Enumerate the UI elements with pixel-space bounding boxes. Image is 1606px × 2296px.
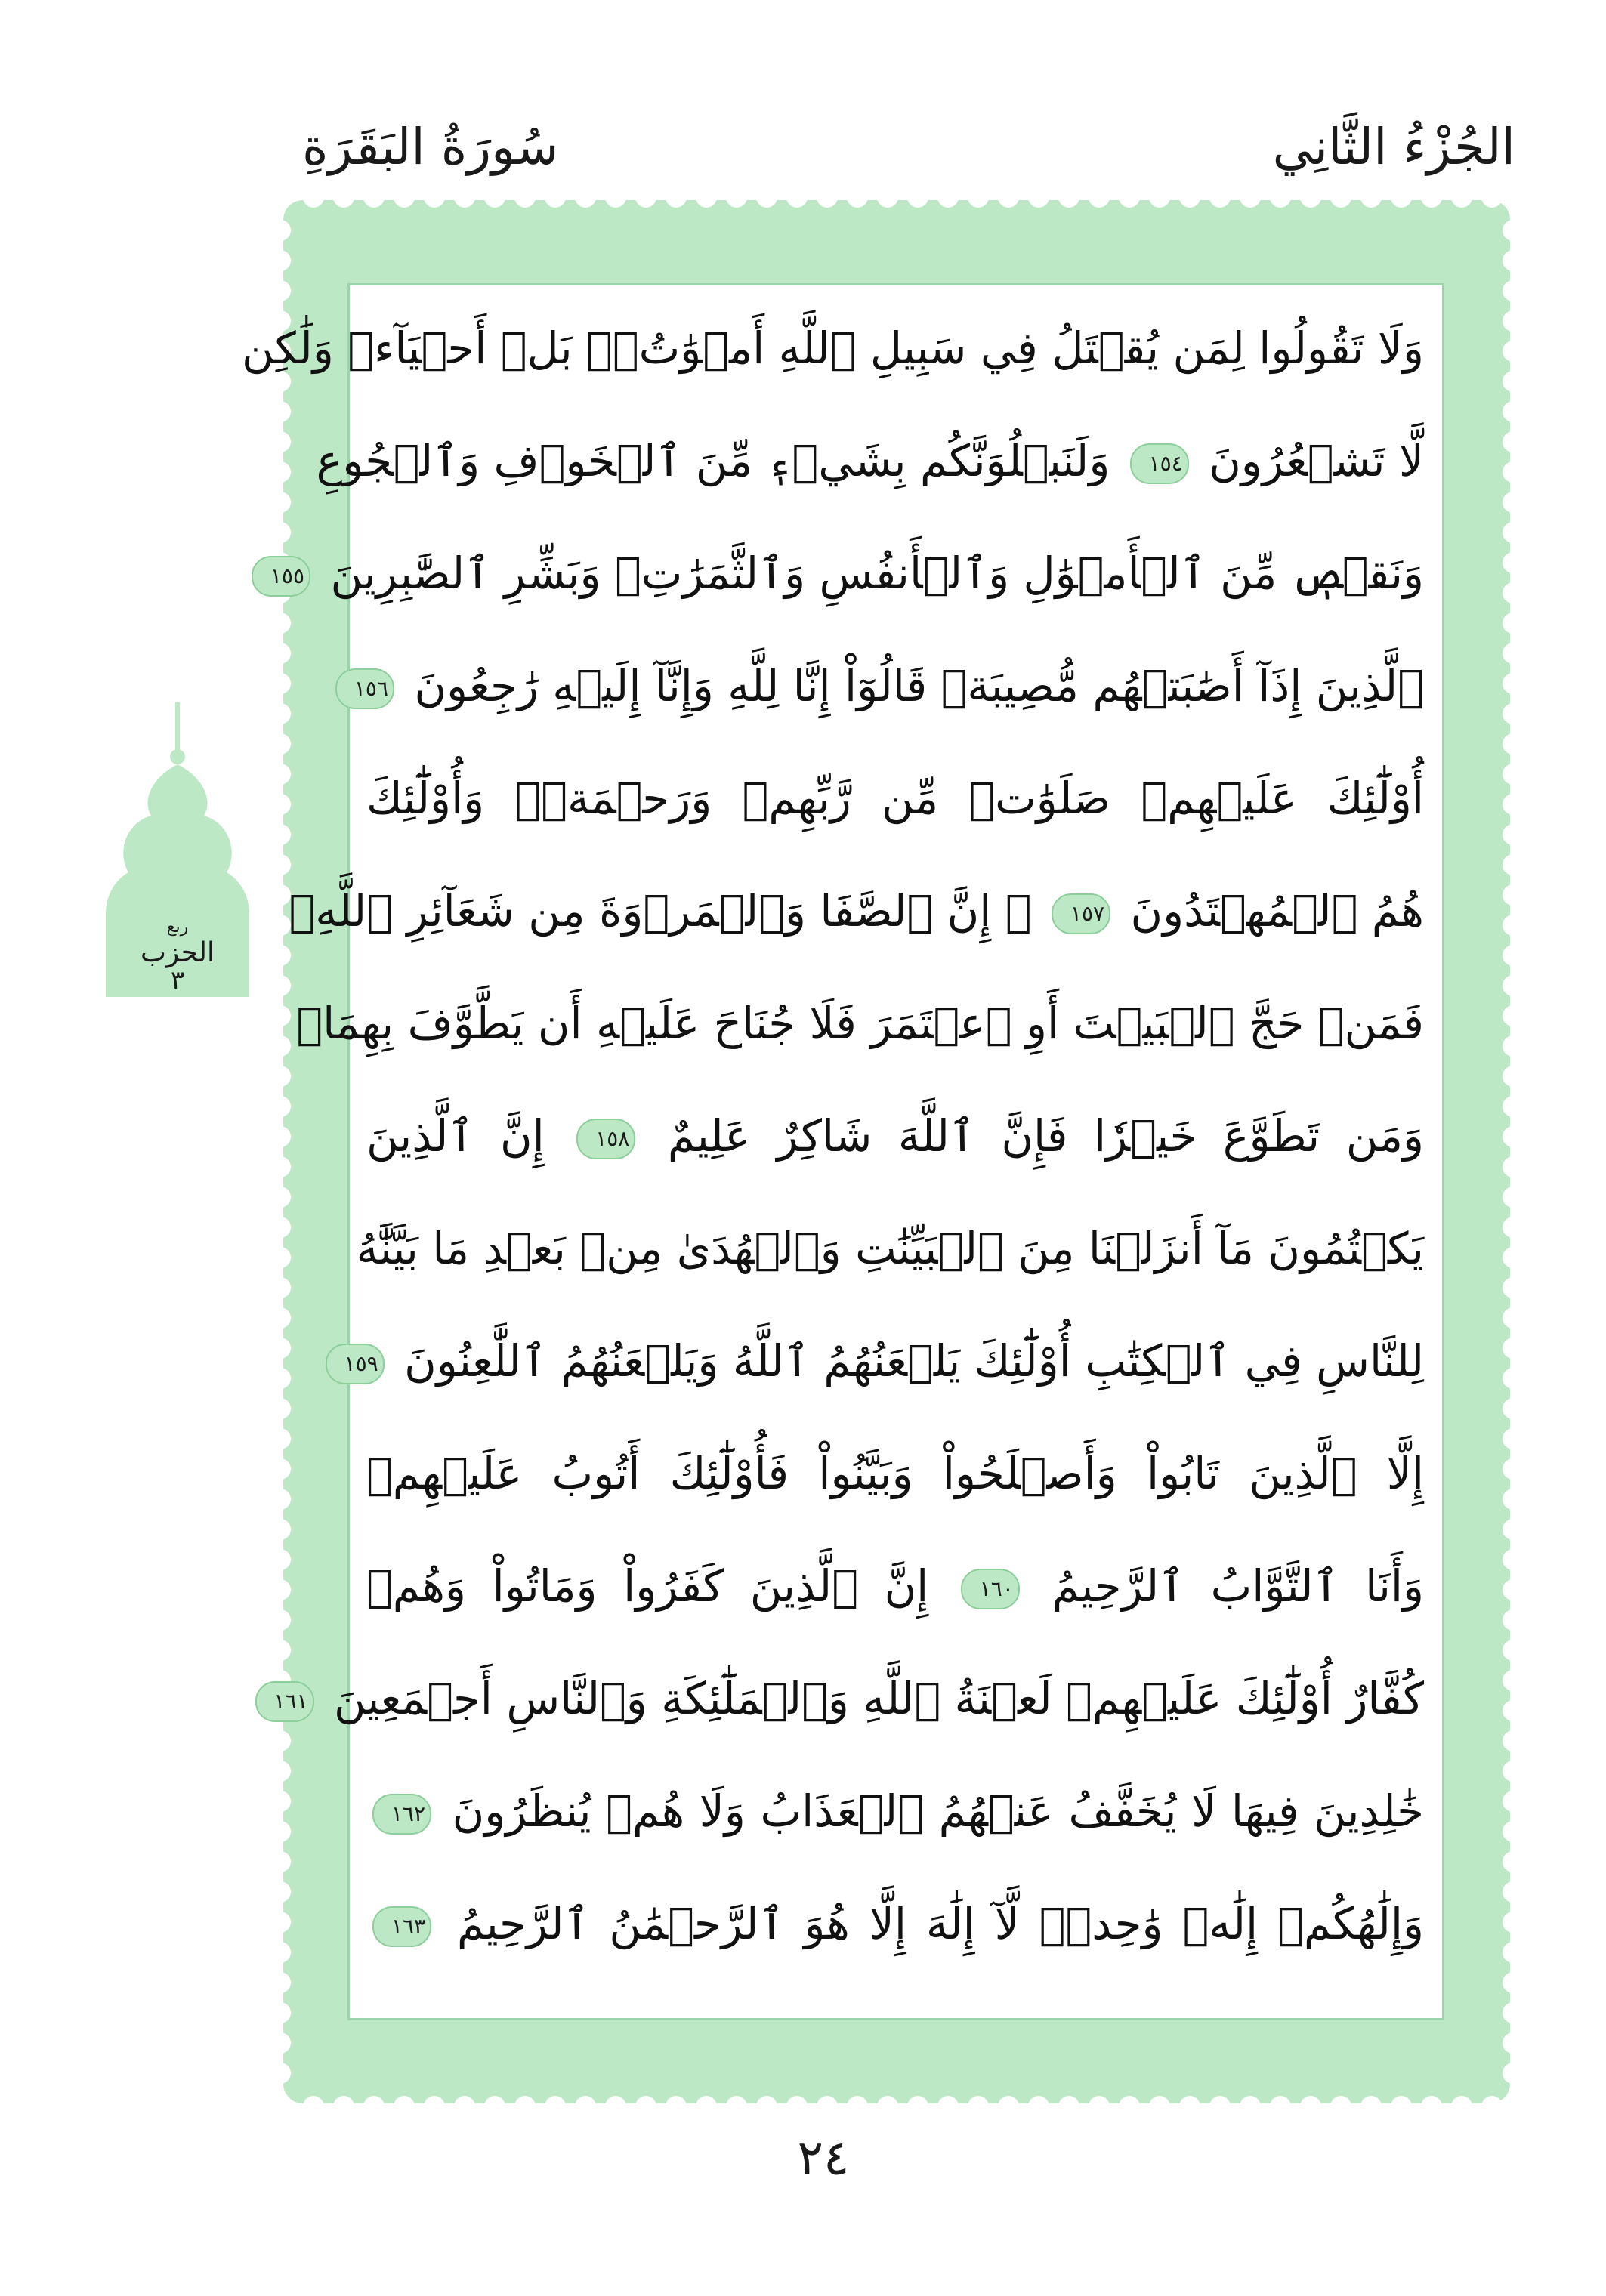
ayah-number-marker: ١٥٨ bbox=[576, 1119, 635, 1159]
verse-text: خَٰلِدِينَ فِيهَا لَا يُخَفَّفُ عَنۡهُمُ ٱلۡعَذَابُ وَلَا هُمۡ يُنظَرُونَ bbox=[452, 1785, 1425, 1837]
hizb-quarter-label: ربع bbox=[166, 918, 189, 937]
verse-text: وَمَن تَطَوَّعَ خَيۡرٗا فَإِنَّ ٱللَّهَ شَاكِرٌ عَلِيمٌ bbox=[667, 1110, 1425, 1162]
ayah-number-marker: ١٥٤ bbox=[1130, 443, 1189, 484]
verse-line bbox=[366, 1762, 1424, 1860]
verse-line bbox=[366, 1537, 1424, 1635]
verse-text: ۞ إِنَّ ٱلصَّفَا وَٱلۡمَرۡوَةَ مِن شَعَآئِرِ ٱللَّهِۖ bbox=[289, 885, 1032, 937]
hizb-marker bbox=[106, 702, 249, 997]
verse-line bbox=[273, 1649, 1424, 1748]
hizb-number: ٣ bbox=[170, 965, 185, 995]
surah-title: سُورَةُ البَقَرَةِ bbox=[302, 118, 559, 176]
page-number: ٢٤ bbox=[797, 2131, 850, 2186]
verse-text: هُمُ ٱلۡمُهۡتَدُونَ bbox=[1130, 885, 1424, 937]
verse-text: إِنَّ ٱلَّذِينَ كَفَرُواْ وَمَاتُواْ وَهُمۡ bbox=[366, 1560, 929, 1612]
verse-text: لِلنَّاسِ فِي ٱلۡكِتَٰبِ أُوْلَٰٓئِكَ يَلۡعَنُهُمُ ٱللَّهُ وَيَلۡعَنُهُمُ ٱللَّٰعِنُونَ bbox=[404, 1335, 1424, 1387]
verse-text: وَنَقۡصٖ مِّنَ ٱلۡأَمۡوَٰلِ وَٱلۡأَنفُسِ وَٱلثَّمَرَٰتِۗ وَبَشِّرِ ٱلصَّٰبِرِينَ bbox=[330, 548, 1424, 599]
verse-text: ٱلَّذِينَ إِذَآ أَصَٰبَتۡهُم مُّصِيبَةٞ قَالُوٓاْ إِنَّا لِلَّهِ وَإِنَّآ إِلَيۡهِ رَٰجِعُونَ bbox=[414, 660, 1424, 711]
verse-line bbox=[354, 637, 1424, 735]
hizb-word-label: الحزب bbox=[141, 937, 215, 968]
verse-text: كُفَّارٌ أُوْلَٰٓئِكَ عَلَيۡهِمۡ لَعۡنَةُ ٱللَّهِ وَٱلۡمَلَٰٓئِكَةِ وَٱلنَّاسِ أَجۡمَعِينَ bbox=[333, 1673, 1424, 1724]
verse-text: إِنَّ ٱلَّذِينَ bbox=[366, 1110, 545, 1162]
verse-text: وَأَنَا ٱلتَّوَّابُ ٱلرَّحِيمُ bbox=[1052, 1560, 1425, 1612]
verse-line bbox=[241, 299, 1424, 397]
verse-text: فَمَنۡ حَجَّ ٱلۡبَيۡتَ أَوِ ٱعۡتَمَرَ فَلَا جُنَاحَ عَلَيۡهِ أَن يَطَّوَّفَ بِهِمَاۚ bbox=[296, 998, 1424, 1049]
verse-line bbox=[270, 524, 1424, 622]
verse-line bbox=[316, 412, 1424, 510]
ayah-number-marker: ١٥٧ bbox=[1052, 893, 1110, 934]
verse-line bbox=[366, 1875, 1424, 1973]
verse-text: وَإِلَٰهُكُمۡ إِلَٰهٞ وَٰحِدٞۖ لَّآ إِلَٰهَ إِلَّا هُوَ ٱلرَّحۡمَٰنُ ٱلرَّحِيمُ bbox=[456, 1898, 1424, 1949]
ayah-number-marker: ١٥٩ bbox=[326, 1344, 385, 1384]
verse-line bbox=[366, 1424, 1424, 1523]
verse-line bbox=[356, 1199, 1424, 1298]
quran-text-panel bbox=[241, 283, 1444, 2020]
verse-text: وَلَنَبۡلُوَنَّكُم بِشَيۡءٖ مِّنَ ٱلۡخَوۡفِ وَٱلۡجُوعِ bbox=[316, 435, 1110, 486]
verse-line bbox=[344, 1312, 1424, 1410]
ayah-number-marker: ١٦٣ bbox=[372, 1906, 431, 1947]
verse-text: يَكۡتُمُونَ مَآ أَنزَلۡنَا مِنَ ٱلۡبَيِّنَٰتِ وَٱلۡهُدَىٰ مِنۢ بَعۡدِ مَا بَيَّنَّٰهُ bbox=[356, 1223, 1424, 1274]
verse-line bbox=[366, 1087, 1424, 1185]
ayah-number-marker: ١٥٦ bbox=[335, 668, 394, 709]
ayah-number-marker: ١٦٠ bbox=[961, 1569, 1020, 1609]
verse-text: لَّا تَشۡعُرُونَ bbox=[1209, 435, 1424, 486]
verse-text: وَلَا تَقُولُوا لِمَن يُقۡتَلُ فِي سَبِيلِ ٱللَّهِ أَمۡوَٰتُۢۚ بَلۡ أَحۡيَآءٞ وَلَٰكِن bbox=[241, 322, 1424, 374]
ayah-number-marker: ١٥٥ bbox=[252, 556, 310, 597]
ayah-number-marker: ١٦٢ bbox=[372, 1794, 431, 1835]
verse-line bbox=[289, 862, 1424, 960]
verse-line bbox=[296, 974, 1424, 1072]
juz-title: الجُزْءُ الثَّانِي bbox=[1272, 118, 1515, 176]
verse-line bbox=[366, 749, 1424, 847]
verse-text: أُوْلَٰٓئِكَ عَلَيۡهِمۡ صَلَوَٰتٞ مِّن رَّبِّهِمۡ وَرَحۡمَةٞۖ وَأُوْلَٰٓئِكَ bbox=[366, 773, 1424, 824]
page-frame bbox=[241, 200, 1510, 2103]
verse-text: إِلَّا ٱلَّذِينَ تَابُواْ وَأَصۡلَحُواْ وَبَيَّنُواْ فَأُوْلَٰٓئِكَ أَتُوبُ عَلَيۡهِمۡ bbox=[366, 1448, 1424, 1499]
ayah-number-marker: ١٦١ bbox=[255, 1681, 314, 1722]
